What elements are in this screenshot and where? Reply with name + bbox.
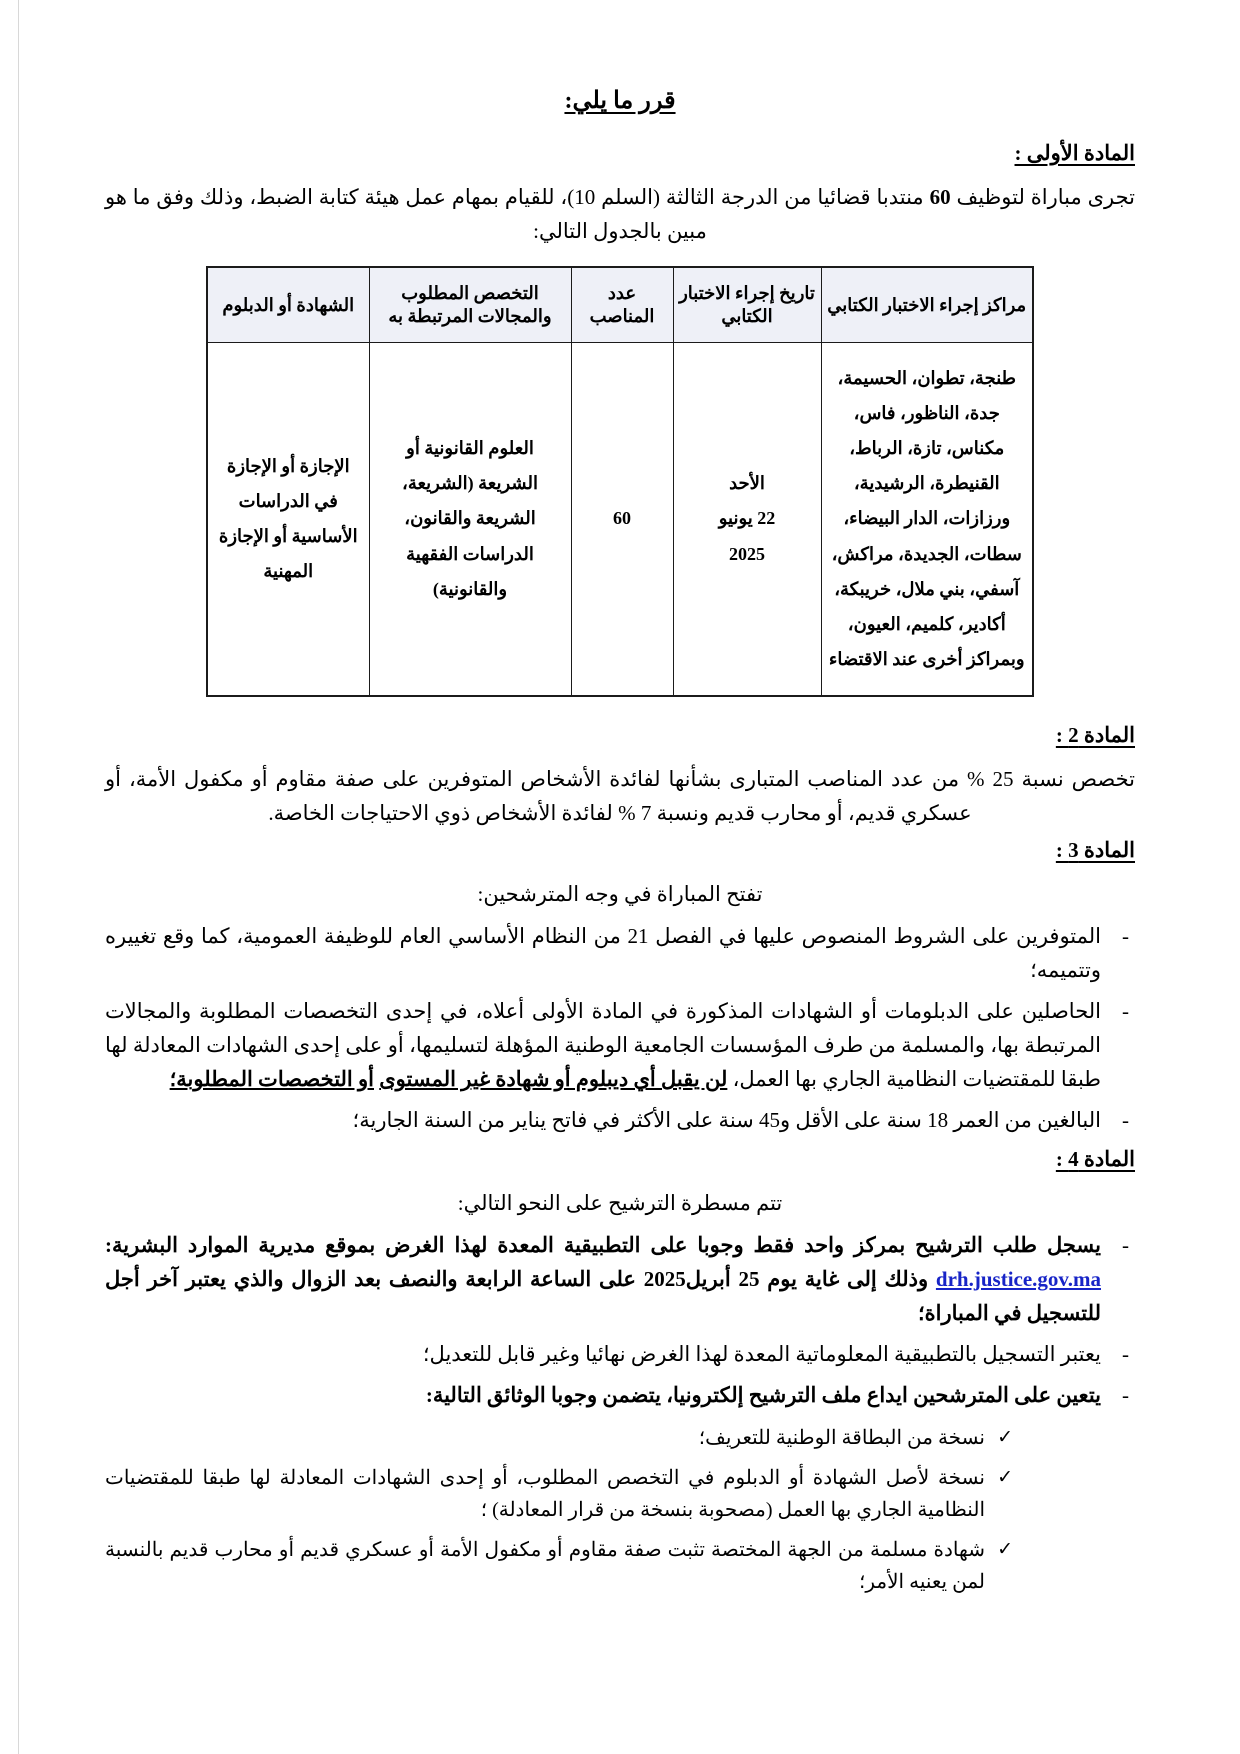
- table-cell-specialty: العلوم القانونية أو الشريعة (الشريعة، الشريعة والقانون، الدراسات الفقهية والقانونية): [369, 343, 571, 697]
- document-item-diploma-copy: ✓ نسخة لأصل الشهادة أو الدبلوم في التخصص المطلوب، أو إحدى الشهادات المعادلة لها طبقا للمقتضيات النظامية الجاري بها العمل (مصحوبة بنسخة من قرار المعادلة) ؛: [105, 1462, 1015, 1526]
- document-item-status-certificate: ✓ شهادة مسلمة من الجهة المختصة تثبت صفة مقاوم أو مكفول الأمة أو عسكري قديم أو محارب قديم بالنسبة لمن يعنيه الأمر؛: [105, 1534, 1015, 1598]
- article-4-intro: تتم مسطرة الترشيح على النحو التالي:: [457, 1191, 783, 1216]
- table-cell-date-daymonth: 22 يونيو: [718, 508, 776, 529]
- article-4-bullet-registration-a: يسجل طلب الترشيح بمركز واحد فقط وجوبا على التطبيقية المعدة لهذا الغرض بموقع مديرية الموارد البشرية:: [105, 1233, 1101, 1258]
- document-item-id-card: ✓ نسخة من البطاقة الوطنية للتعريف؛: [105, 1422, 1015, 1454]
- article-3-intro: تفتح المباراة في وجه المترشحين:: [477, 882, 763, 907]
- article-4-bullet-file-text: يتعين على المترشحين ايداع ملف الترشيح إلكترونيا، يتضمن وجوبا الوثائق التالية:: [425, 1383, 1101, 1408]
- table-header-diploma: الشهادة أو الدبلوم: [207, 267, 369, 343]
- article-2-title-text: المادة 2 :: [1055, 723, 1135, 748]
- table-cell-centers: طنجة، تطوان، الحسيمة، جدة، الناظور، فاس، مكناس، تازة، الرباط، القنيطرة، الرشيدية، ورزازات، الدار البيضاء، سطات، الجديدة، مراكش، آسفي، بني ملال، خريبكة، أكادير، كلميم، العيون، وبمراكز أخرى عند الاقتضاء: [821, 343, 1033, 697]
- table-header-date: تاريخ إجراء الاختبار الكتابي: [673, 267, 821, 343]
- article-1-body-part2: منتدبا قضائيا من الدرجة الثالثة (السلم 10)، للقيام بمهام عمل هيئة كتابة الضبط، وذلك وفق ما هو مبين بالجدول التالي:: [105, 185, 930, 244]
- table-row: [207, 343, 1033, 697]
- article-3-title-text: المادة 3 :: [1055, 838, 1135, 863]
- required-documents-block: [105, 1422, 1135, 1598]
- article-4-bullet-final: - يعتبر التسجيل بالتطبيقية المعلوماتية المعدة لهذا الغرض نهائيا وغير قابل للتعديل؛: [105, 1337, 1135, 1371]
- page-heading-text: قرر ما يلي:: [564, 88, 676, 114]
- table-cell-posts: 60: [571, 343, 673, 697]
- scan-edge-line: [18, 0, 19, 1754]
- table-header-specialty: التخصص المطلوب والمجالات المرتبطة به: [369, 267, 571, 343]
- table-cell-date-day: الأحد: [729, 473, 765, 494]
- table-cell-diploma: الإجازة أو الإجازة في الدراسات الأساسية أو الإجازة المهنية: [207, 343, 369, 697]
- table-cell-date-year: 2025: [729, 543, 765, 564]
- article-3-bullets: [105, 919, 1135, 1137]
- article-4-bullet-registration-b: وذلك إلى غاية يوم 25 أبريل2025 على الساعة الرابعة والنصف بعد الزوال والذي يعتبر آخر أجل للتسجيل في المباراة؛: [105, 1267, 1101, 1326]
- article-4-title-text: المادة 4 :: [1055, 1147, 1135, 1172]
- drh-portal-link[interactable]: drh.justice.gov.ma: [935, 1267, 1101, 1292]
- article-1-title: [105, 141, 1135, 166]
- article-3-title: [105, 838, 1135, 863]
- table-header-posts: عدد المناصب: [571, 267, 673, 343]
- article-4-bullet-file: [105, 1378, 1135, 1412]
- article-1-body: [105, 180, 1135, 248]
- table-header-row: [207, 267, 1033, 343]
- article-4-title: [105, 1147, 1135, 1172]
- competition-table: [206, 266, 1034, 697]
- article-4-bullet-registration: [105, 1228, 1135, 1330]
- article-2-title: [105, 723, 1135, 748]
- article-4-bullets: [105, 1228, 1135, 1412]
- article-3-bullet-age: - البالغين من العمر 18 سنة على الأقل و45 سنة على الأكثر في فاتح يناير من السنة الجارية؛: [105, 1103, 1135, 1137]
- page-heading: [105, 86, 1135, 115]
- article-1-body-part1: تجرى مباراة لتوظيف: [950, 185, 1136, 209]
- table-header-centers: مراكز إجراء الاختبار الكتابي: [821, 267, 1033, 343]
- article-1-post-count: 60: [929, 185, 951, 209]
- article-2-body: تخصص نسبة 25 % من عدد المناصب المتبارى بشأنها لفائدة الأشخاص المتوفرين على صفة مقاوم أو مكفول الأمة، أو عسكري قديم، أو محارب قديم ونسبة 7 % لفائدة الأشخاص ذوي الاحتياجات الخاصة.: [105, 767, 1135, 826]
- required-documents-list: [105, 1422, 1015, 1598]
- article-1-title-text: المادة الأولى :: [1014, 141, 1135, 165]
- article-3-bullet-diploma-bold1: لن يقبل أي ديبلوم أو شهادة غير المستوى: [379, 1067, 728, 1092]
- article-3-bullet-diploma-text: الحاصلين على الدبلومات أو الشهادات المذكورة في المادة الأولى أعلاه، في إحدى التخصصات المطلوبة والمجالات المرتبطة بها، والمسلمة من طرف المؤسسات الجامعية الوطنية المؤهلة لتسليمها، أو على إحدى الشهادات المعادلة لها طبقا للمقتضيات النظامية الجاري بها العمل،: [105, 999, 1101, 1092]
- table-cell-date: [673, 343, 821, 697]
- article-3-bullet-conditions: - المتوفرين على الشروط المنصوص عليها في الفصل 21 من النظام الأساسي العام للوظيفة العمومية، كما وقع تغييره وتتميمه؛: [105, 919, 1135, 987]
- article-3-bullet-diploma-bold2: أو التخصصات المطلوبة؛: [169, 1067, 374, 1092]
- article-3-bullet-diploma: [105, 994, 1135, 1096]
